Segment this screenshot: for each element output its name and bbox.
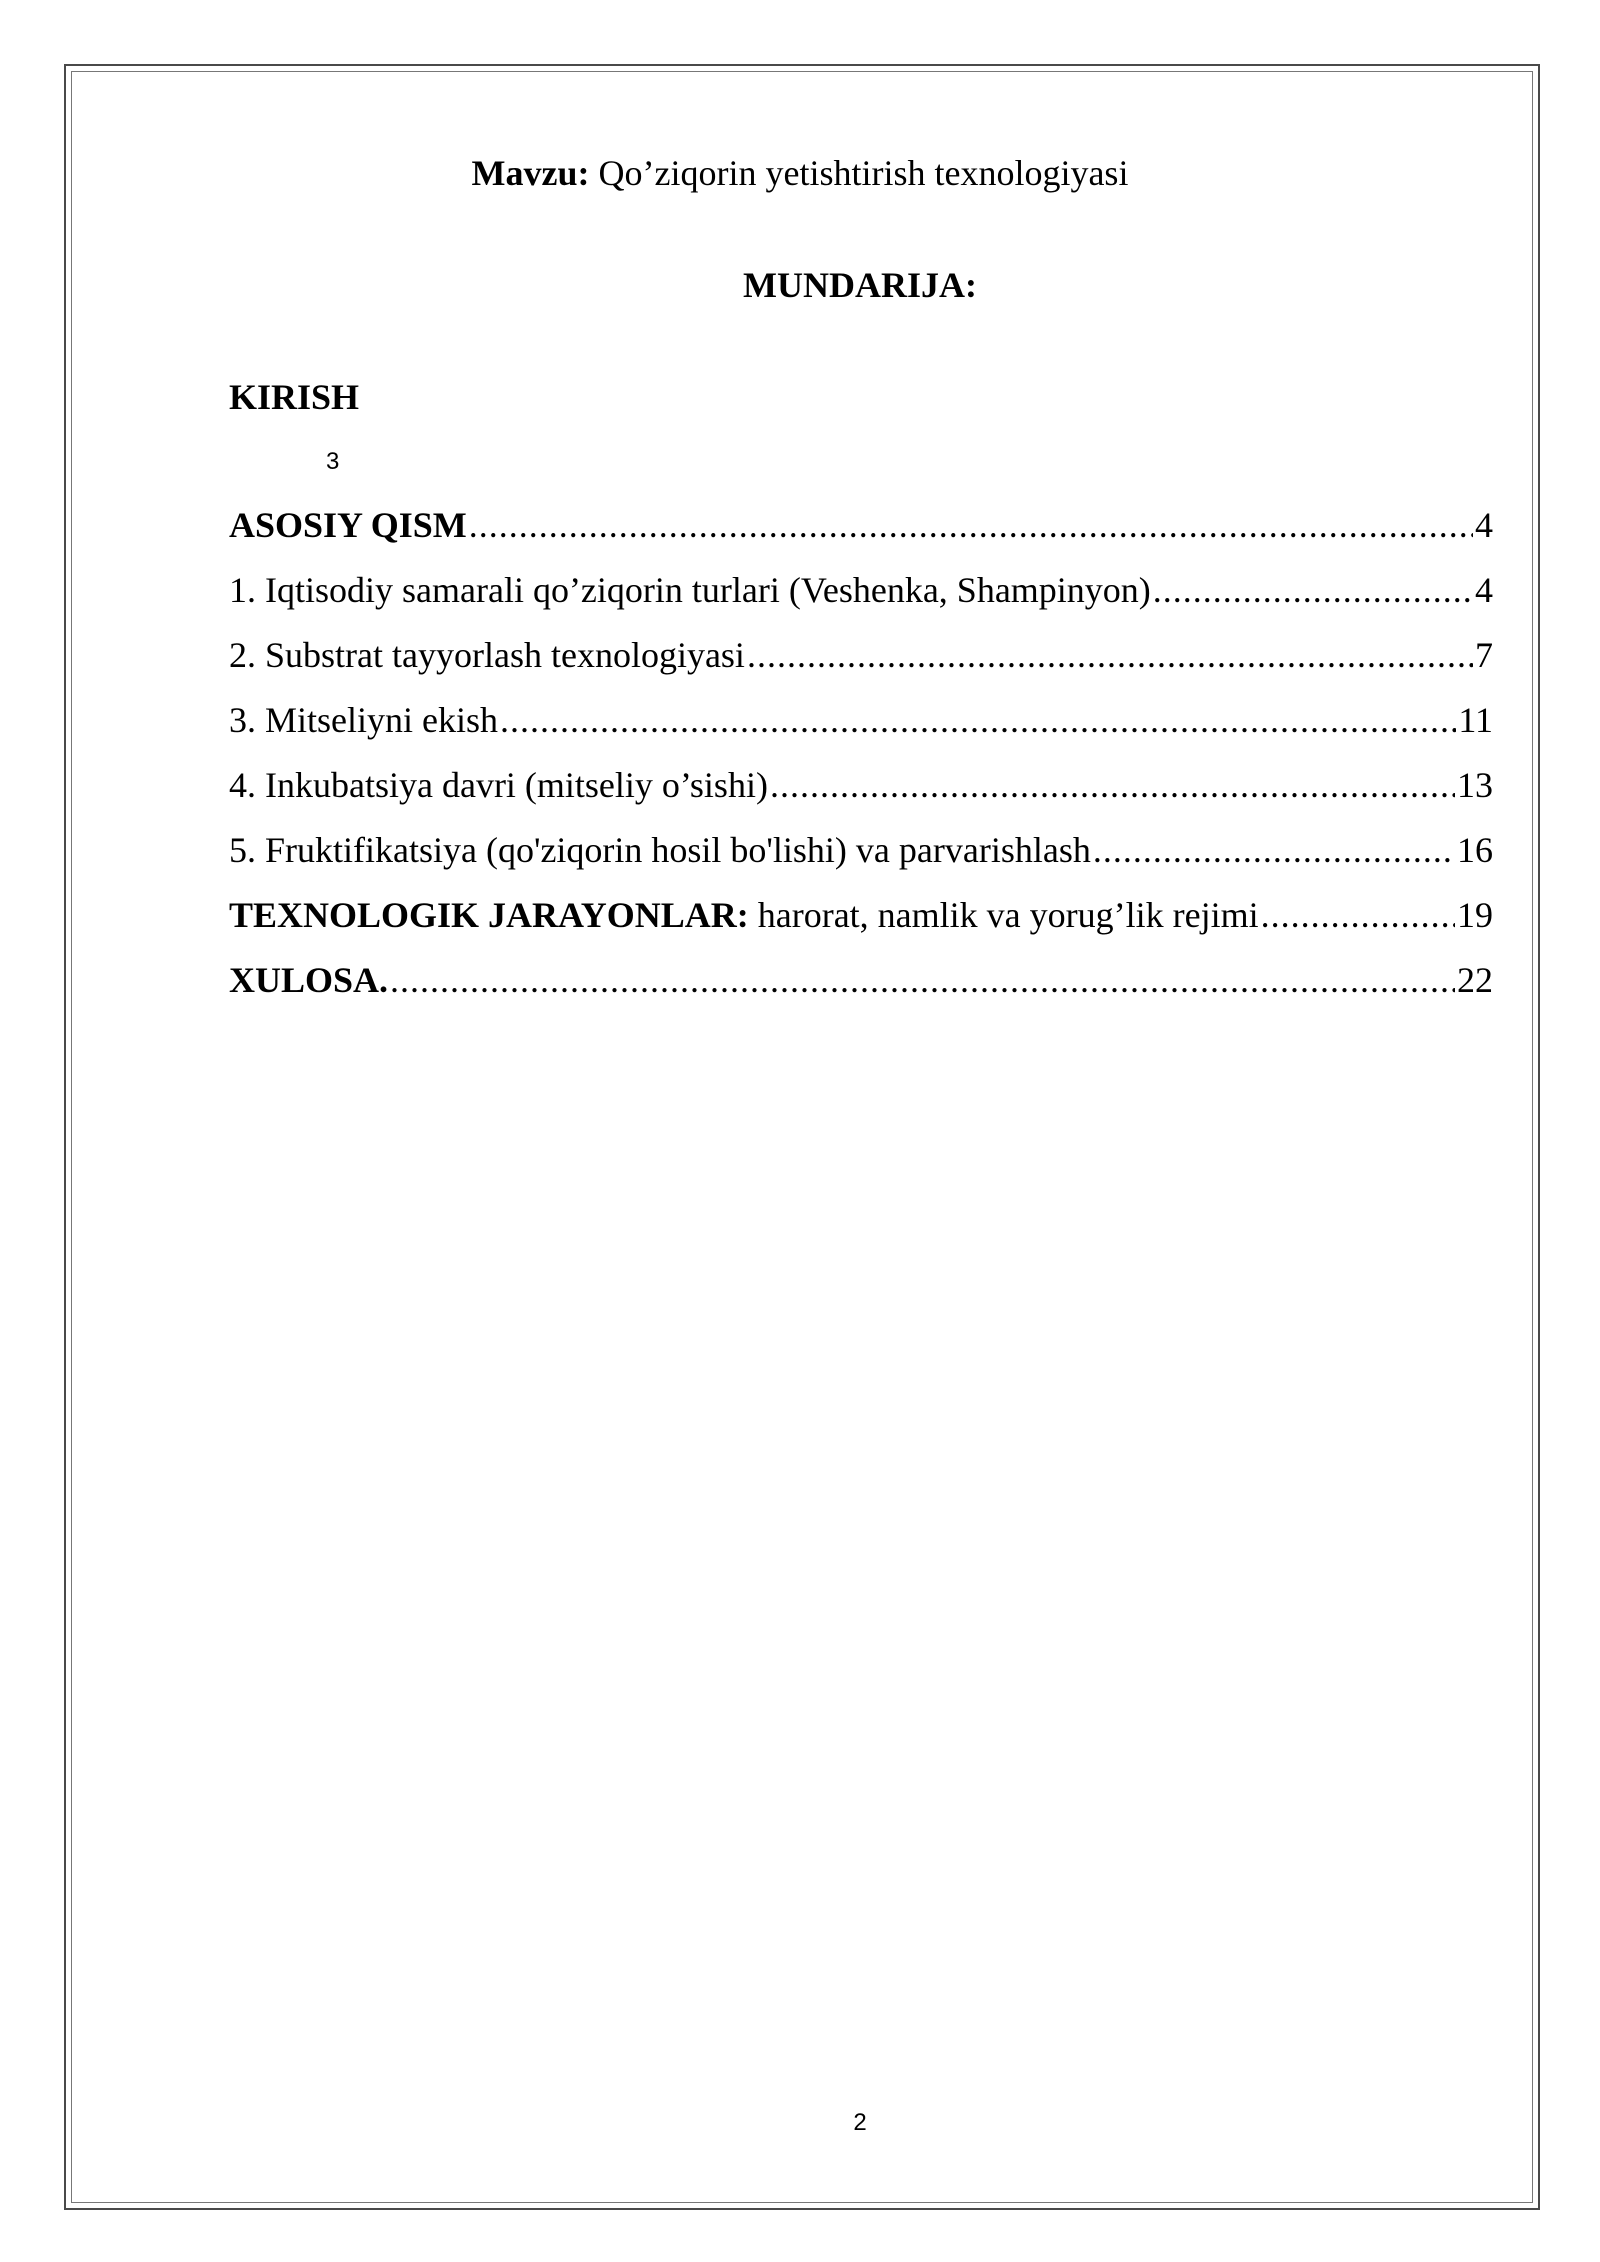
toc-entry-bold: ASOSIY QISM xyxy=(229,505,467,545)
toc-entry-text: 3. Mitseliyni ekish xyxy=(229,700,498,740)
toc-entry-text: 4. Inkubatsiya davri (mitseliy o’sishi) xyxy=(229,765,768,805)
topic-line xyxy=(0,150,1600,196)
toc-entry-label xyxy=(229,697,498,743)
toc-entry-page: 22 xyxy=(1457,960,1493,1000)
toc-entry-label xyxy=(229,892,1259,938)
toc-entry-3[interactable] xyxy=(229,697,1493,762)
toc-leader-dots xyxy=(390,957,1455,1003)
toc-entry-page: 4 xyxy=(1475,505,1493,545)
toc-leader-dots xyxy=(770,762,1455,808)
toc-list xyxy=(229,502,1493,1022)
toc-entry-xulosa[interactable] xyxy=(229,957,1493,1022)
toc-entry-bold: TEXNOLOGIK JARAYONLAR: xyxy=(229,895,749,935)
toc-leader-dots xyxy=(1261,892,1455,938)
toc-entry-asosiy-qism[interactable] xyxy=(229,502,1493,567)
toc-entry-1[interactable] xyxy=(229,567,1493,632)
toc-entry-page: 19 xyxy=(1457,895,1493,935)
toc-entry-label xyxy=(229,762,768,808)
toc-leader-dots xyxy=(469,502,1473,548)
toc-entry-text: 2. Substrat tayyorlash texnologiyasi xyxy=(229,635,745,675)
toc-entry-texnologik-jarayonlar[interactable] xyxy=(229,892,1493,957)
topic-text: Qo’ziqorin yetishtirish texnologiyasi xyxy=(598,153,1129,193)
toc-entry-text: 1. Iqtisodiy samarali qo’ziqorin turlari (Veshenka, Shampinyon) xyxy=(229,570,1151,610)
toc-leader-dots xyxy=(1153,567,1473,613)
toc-entry-bold: XULOSA. xyxy=(229,960,389,1000)
toc-entry-label xyxy=(229,567,1151,613)
toc-intro-label: KIRISH xyxy=(229,377,360,417)
toc-entry-page: 11 xyxy=(1458,700,1493,740)
toc-entry-2[interactable] xyxy=(229,632,1493,697)
toc-entry-page: 4 xyxy=(1475,570,1493,610)
toc-entry-page: 13 xyxy=(1457,765,1493,805)
toc-entry-page: 7 xyxy=(1475,635,1493,675)
toc-entry-label xyxy=(229,502,467,548)
toc-entry-page: 16 xyxy=(1457,830,1493,870)
toc-entry-text: harorat, namlik va yorug’lik rejimi xyxy=(748,895,1259,935)
topic-label: Mavzu: xyxy=(471,153,590,193)
toc-intro-page: 3 xyxy=(326,448,340,475)
toc-leader-dots xyxy=(747,632,1473,678)
toc-entry-5[interactable] xyxy=(229,827,1493,892)
page-number: 2 xyxy=(853,2109,867,2136)
toc-entry-label xyxy=(229,632,745,678)
toc-heading: MUNDARIJA: xyxy=(743,265,977,305)
toc-leader-dots xyxy=(1093,827,1455,873)
toc-entry-text: 5. Fruktifikatsiya (qo'ziqorin hosil bo'lishi) va parvarishlash xyxy=(229,830,1091,870)
toc-entry-label xyxy=(229,957,388,1003)
toc-leader-dots xyxy=(500,697,1456,743)
toc-entry-4[interactable] xyxy=(229,762,1493,827)
toc-entry-label xyxy=(229,827,1091,873)
